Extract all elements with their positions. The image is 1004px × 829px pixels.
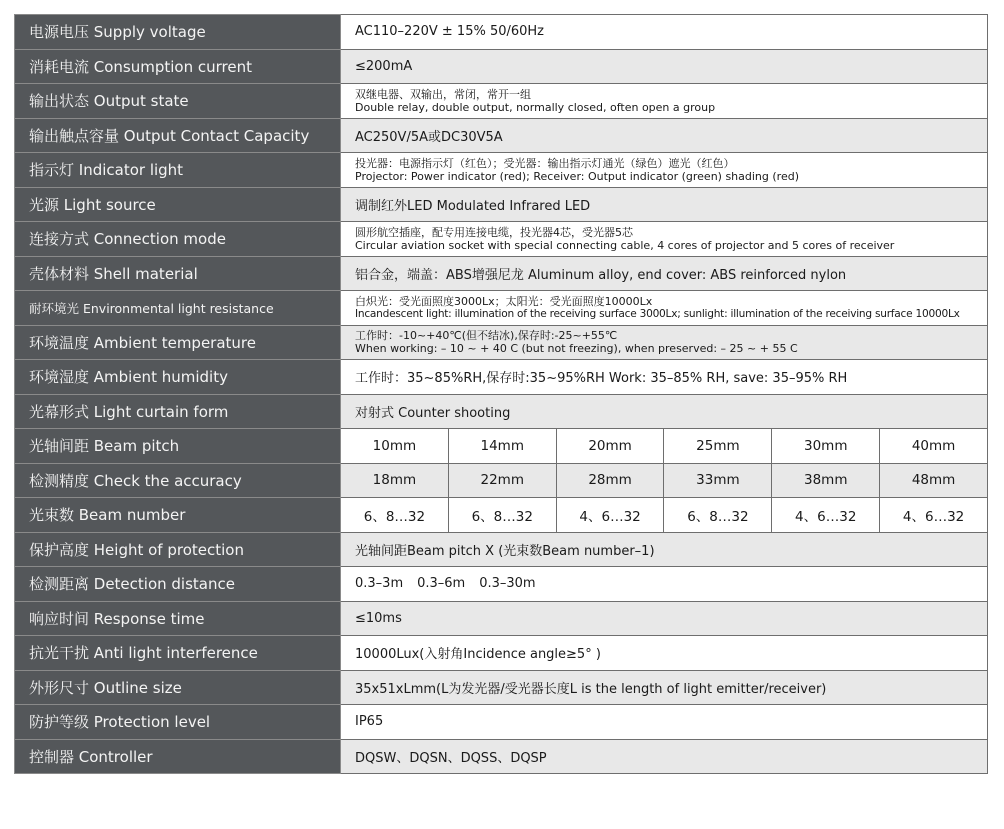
spec-table xyxy=(14,14,988,774)
row-label: 响应时间 Response time xyxy=(15,601,341,636)
distance-value: 0.3–3m xyxy=(355,576,404,592)
table-row xyxy=(15,498,988,533)
value-line-en: Circular aviation socket with special connecting cable, 4 cores of projector and 5 cores of receiver xyxy=(355,238,895,252)
row-value: 光轴间距Beam pitch X (光束数Beam number–1) xyxy=(341,532,988,567)
value-line-cn: 双继电器、双输出，常闭，常开一组 xyxy=(355,87,531,101)
row-label: 连接方式 Connection mode xyxy=(15,222,341,257)
row-label: 抗光干扰 Anti light interference xyxy=(15,636,341,671)
table-row xyxy=(15,84,988,119)
table-row xyxy=(15,567,988,602)
beam-pitch-cell: 40mm xyxy=(880,429,988,464)
table-row xyxy=(15,256,988,291)
table-row xyxy=(15,15,988,50)
row-value: ≤200mA xyxy=(341,49,988,84)
beam-number-cell: 4、6…32 xyxy=(556,498,664,533)
row-label xyxy=(15,291,341,326)
table-row xyxy=(15,739,988,774)
table-row xyxy=(15,325,988,360)
row-value: 工作时：35~85%RH,保存时:35~95%RH Work: 35–85% RH, save: 35–95% RH xyxy=(341,360,988,395)
row-label: 光轴间距 Beam pitch xyxy=(15,429,341,464)
row-value: 调制红外LED Modulated Infrared LED xyxy=(341,187,988,222)
row-value: ≤10ms xyxy=(341,601,988,636)
accuracy-cell: 48mm xyxy=(880,463,988,498)
row-value: DQSW、DQSN、DQSS、DQSP xyxy=(341,739,988,774)
value-line-en: Projector: Power indicator (red); Receiver: Output indicator (green) shading (red) xyxy=(355,169,800,183)
row-label: 光源 Light source xyxy=(15,187,341,222)
row-label: 指示灯 Indicator light xyxy=(15,153,341,188)
row-label: 壳体材料 Shell material xyxy=(15,256,341,291)
value-line-cn: 白炽光：受光面照度3000Lx；太阳光：受光面照度10000Lx xyxy=(355,294,653,308)
row-value: 35x51xLmm(L为发光器/受光器长度L is the length of light emitter/receiver) xyxy=(341,670,988,705)
value-line-en: Double relay, double output, normally closed, often open a group xyxy=(355,100,716,114)
accuracy-cell: 38mm xyxy=(772,463,880,498)
beam-pitch-cell: 10mm xyxy=(341,429,449,464)
row-value xyxy=(341,153,988,188)
beam-number-cell: 6、8…32 xyxy=(341,498,449,533)
table-row xyxy=(15,360,988,395)
row-value xyxy=(341,567,988,602)
beam-number-cell: 6、8…32 xyxy=(448,498,556,533)
value-line-en: Incandescent light: illumination of the receiving surface 3000Lx; sunlight: illumination of the receiving surface 10000Lx xyxy=(355,307,960,320)
row-label: 光束数 Beam number xyxy=(15,498,341,533)
beam-pitch-cell: 25mm xyxy=(664,429,772,464)
value-line-cn: 投光器：电源指示灯（红色）；受光器：输出指示灯通光（绿色）遮光（红色） xyxy=(355,156,735,170)
row-value xyxy=(341,84,988,119)
accuracy-cell: 28mm xyxy=(556,463,664,498)
table-row xyxy=(15,222,988,257)
row-value xyxy=(341,222,988,257)
row-label: 环境湿度 Ambient humidity xyxy=(15,360,341,395)
row-value: 对射式 Counter shooting xyxy=(341,394,988,429)
row-label-text: 耐环境光 Environmental light resistance xyxy=(29,300,274,316)
table-row xyxy=(15,463,988,498)
row-label: 检测距离 Detection distance xyxy=(15,567,341,602)
table-row xyxy=(15,705,988,740)
row-label: 外形尺寸 Outline size xyxy=(15,670,341,705)
table-row xyxy=(15,636,988,671)
table-row xyxy=(15,394,988,429)
row-label: 电源电压 Supply voltage xyxy=(15,15,341,50)
row-label: 光幕形式 Light curtain form xyxy=(15,394,341,429)
row-value: AC110–220V ± 15% 50/60Hz xyxy=(341,15,988,50)
row-label: 防护等级 Protection level xyxy=(15,705,341,740)
beam-pitch-cell: 14mm xyxy=(448,429,556,464)
table-row xyxy=(15,49,988,84)
row-value xyxy=(341,291,988,326)
row-value: IP65 xyxy=(341,705,988,740)
table-row xyxy=(15,187,988,222)
accuracy-cell: 18mm xyxy=(341,463,449,498)
beam-pitch-cell: 20mm xyxy=(556,429,664,464)
row-label: 检测精度 Check the accuracy xyxy=(15,463,341,498)
table-row xyxy=(15,670,988,705)
table-row xyxy=(15,291,988,326)
row-label: 消耗电流 Consumption current xyxy=(15,49,341,84)
beam-pitch-cell: 30mm xyxy=(772,429,880,464)
table-row xyxy=(15,532,988,567)
table-row xyxy=(15,153,988,188)
row-label: 环境温度 Ambient temperature xyxy=(15,325,341,360)
row-label: 保护高度 Height of protection xyxy=(15,532,341,567)
distance-value: 0.3–30m xyxy=(479,576,536,592)
row-label: 控制器 Controller xyxy=(15,739,341,774)
value-line-en: When working: – 10 ~ + 40 C (but not freezing), when preserved: – 25 ~ + 55 C xyxy=(355,342,798,356)
row-value: 10000Lux(入射角Incidence angle≥5° ) xyxy=(341,636,988,671)
table-row xyxy=(15,429,988,464)
table-row xyxy=(15,118,988,153)
row-value xyxy=(341,325,988,360)
row-value: AC250V/5A或DC30V5A xyxy=(341,118,988,153)
accuracy-cell: 22mm xyxy=(448,463,556,498)
distance-value: 0.3–6m xyxy=(417,576,466,592)
value-line-cn: 圆形航空插座，配专用连接电缆，投光器4芯，受光器5芯 xyxy=(355,225,633,239)
row-label: 输出状态 Output state xyxy=(15,84,341,119)
value-line-cn: 工作时：-10~+40℃(但不结冰),保存时:-25~+55℃ xyxy=(355,329,618,343)
beam-number-cell: 6、8…32 xyxy=(664,498,772,533)
row-label: 输出触点容量 Output Contact Capacity xyxy=(15,118,341,153)
accuracy-cell: 33mm xyxy=(664,463,772,498)
row-value: 铝合金，端盖：ABS增强尼龙 Aluminum alloy, end cover: ABS reinforced nylon xyxy=(341,256,988,291)
beam-number-cell: 4、6…32 xyxy=(880,498,988,533)
beam-number-cell: 4、6…32 xyxy=(772,498,880,533)
table-row xyxy=(15,601,988,636)
